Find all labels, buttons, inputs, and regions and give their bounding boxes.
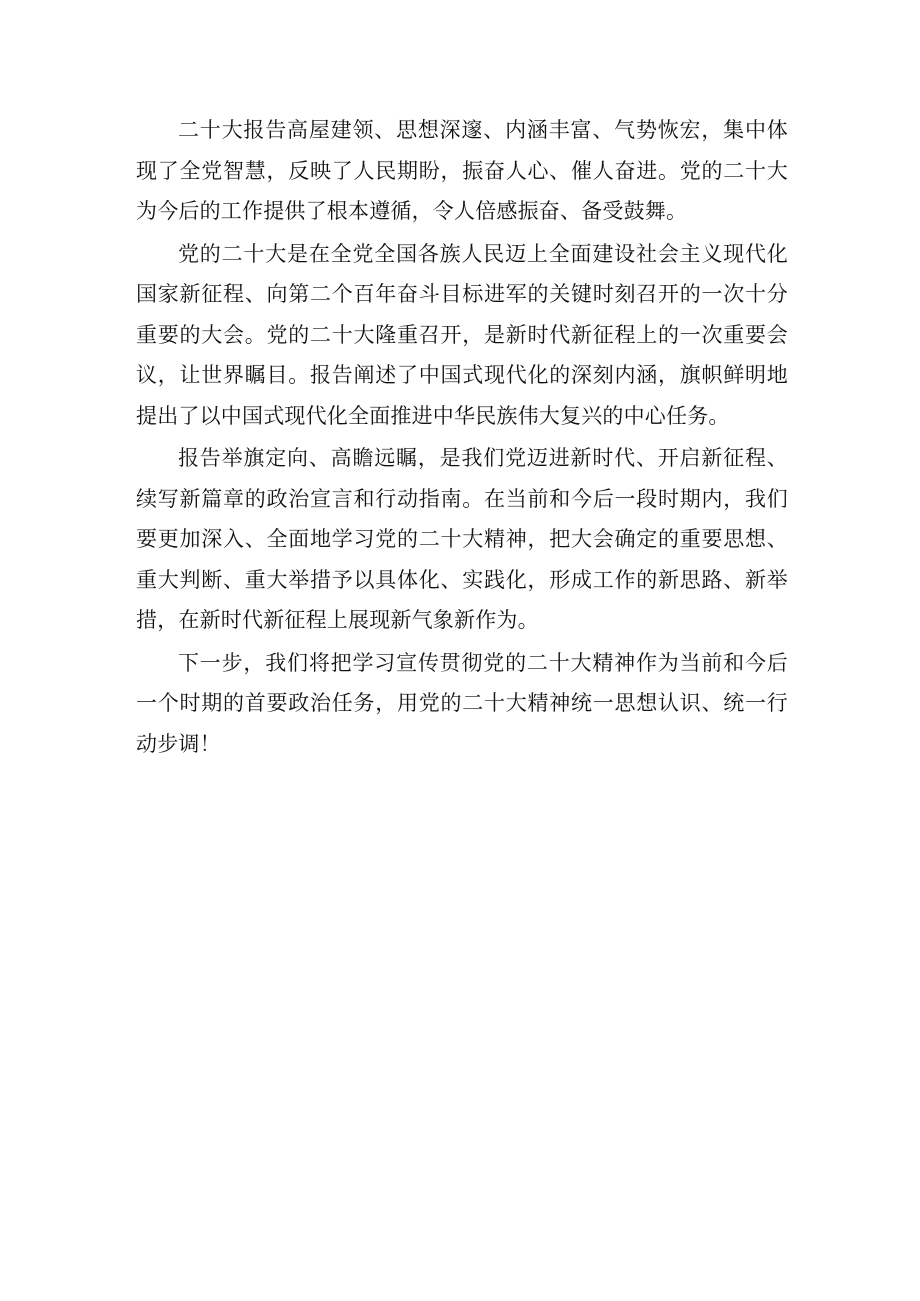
paragraph-2: 党的二十大是在全党全国各族人民迈上全面建设社会主义现代化国家新征程、向第二个百年奋斗目标进军的关键时刻召开的一次十分重要的大会。党的二十大隆重召开，是新时代新征程上的一次重要会议，让世界瞩目。报告阐述了中国式现代化的深刻内涵，旗帜鲜明地提出了以中国式现代化全面推进中华民族伟大复兴的中心任务。 [136,241,788,428]
paragraph-1: 二十大报告高屋建领、思想深邃、内涵丰富、气势恢宏，集中体现了全党智慧，反映了人民期盼，振奋人心、催人奋进。党的二十大为今后的工作提供了根本遵循，令人倍感振奋、备受鼓舞。 [136,118,788,223]
paragraph-4: 下一步，我们将把学习宣传贯彻党的二十大精神作为当前和今后一个时期的首要政治任务，用党的二十大精神统一思想认识、统一行动步调！ [136,650,788,756]
document-body [136,110,788,766]
paragraph-3: 报告举旗定向、高瞻远瞩，是我们党迈进新时代、开启新征程、续写新篇章的政治宣言和行动指南。在当前和今后一段时期内，我们要更加深入、全面地学习党的二十大精神，把大会确定的重要思想、重大判断、重大举措予以具体化、实践化，形成工作的新思路、新举措，在新时代新征程上展现新气象新作为。 [136,446,788,632]
